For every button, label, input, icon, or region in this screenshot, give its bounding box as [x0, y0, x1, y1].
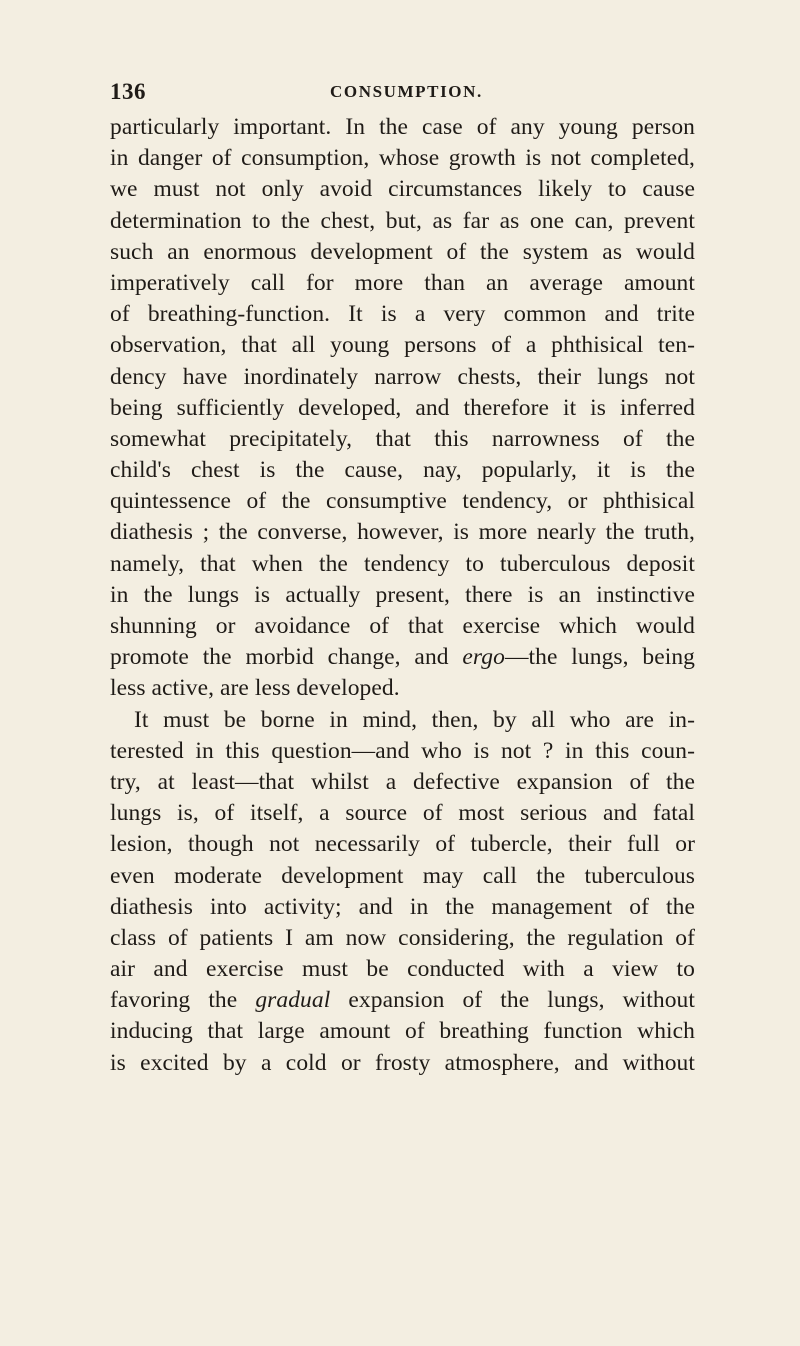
text-line: shunning or avoidance of that exercise which would	[110, 613, 695, 639]
text-line: somewhat precipitately, that this narrowness of the	[110, 425, 695, 452]
text-line	[110, 985, 695, 1016]
italic-term: gradual	[255, 987, 331, 1014]
body-text	[110, 112, 695, 1079]
text-line	[110, 642, 695, 673]
text-line: such an enormous development of the system as would	[110, 238, 695, 265]
text-line: is excited by a cold or frosty atmosphere, and without	[110, 1049, 695, 1076]
text-line: dency have inordinately narrow chests, their lungs not	[110, 363, 695, 390]
text-line: determination to the chest, but, as far as one can, prevent	[110, 207, 695, 234]
text-line: in danger of consumption, whose growth is not completed,	[110, 145, 695, 172]
text-line: quintessence of the consumptive tendency, or phthisical	[110, 488, 695, 515]
text-line: inducing that large amount of breathing function which	[110, 1018, 695, 1045]
text-line: air and exercise must be conducted with a view to	[110, 956, 695, 983]
text-segment: —the lungs, being	[504, 644, 696, 671]
italic-term: ergo	[462, 644, 505, 671]
text-line: child's chest is the cause, nay, popularly, it is the	[110, 457, 695, 484]
paragraph-end-line: less active, are less developed.	[110, 675, 400, 702]
text-line: being sufficiently developed, and therefore it is inferred	[110, 394, 695, 421]
text-line: diathesis into activity; and in the management of the	[110, 893, 695, 920]
text-line: namely, that when the tendency to tuberculous deposit	[110, 550, 695, 577]
text-line: even moderate development may call the tuberculous	[110, 862, 695, 889]
text-line: in the lungs is actually present, there is an instinctive	[110, 581, 695, 608]
text-line: observation, that all young persons of a phthisical ten-	[110, 332, 695, 359]
text-line: diathesis ; the converse, however, is more nearly the truth,	[110, 519, 695, 546]
text-line: try, at least—that whilst a defective expansion of the	[110, 768, 695, 795]
text-line: particularly important. In the case of any young person	[110, 114, 695, 140]
text-line: lungs is, of itself, a source of most serious and fatal	[110, 800, 695, 827]
page-number: 136	[110, 79, 146, 104]
text-line: lesion, though not necessarily of tubercle, their full or	[110, 831, 695, 858]
text-line: imperatively call for more than an average amount	[110, 269, 695, 296]
paragraph-start-line: It must be borne in mind, then, by all who are in-	[134, 706, 695, 733]
running-head-title: CONSUMPTION.	[330, 82, 483, 101]
running-head	[110, 79, 694, 109]
text-segment: favoring the	[110, 987, 256, 1014]
text-line: of breathing-function. It is a very common and trite	[110, 301, 695, 328]
text-segment: promote the morbid change, and	[110, 644, 463, 671]
text-line: we must not only avoid circumstances likely to cause	[110, 176, 695, 203]
text-line: class of patients I am now considering, the regulation of	[110, 924, 695, 951]
text-segment: expansion of the lungs, without	[330, 987, 695, 1014]
text-line: terested in this question—and who is not ? in this coun-	[110, 737, 695, 764]
